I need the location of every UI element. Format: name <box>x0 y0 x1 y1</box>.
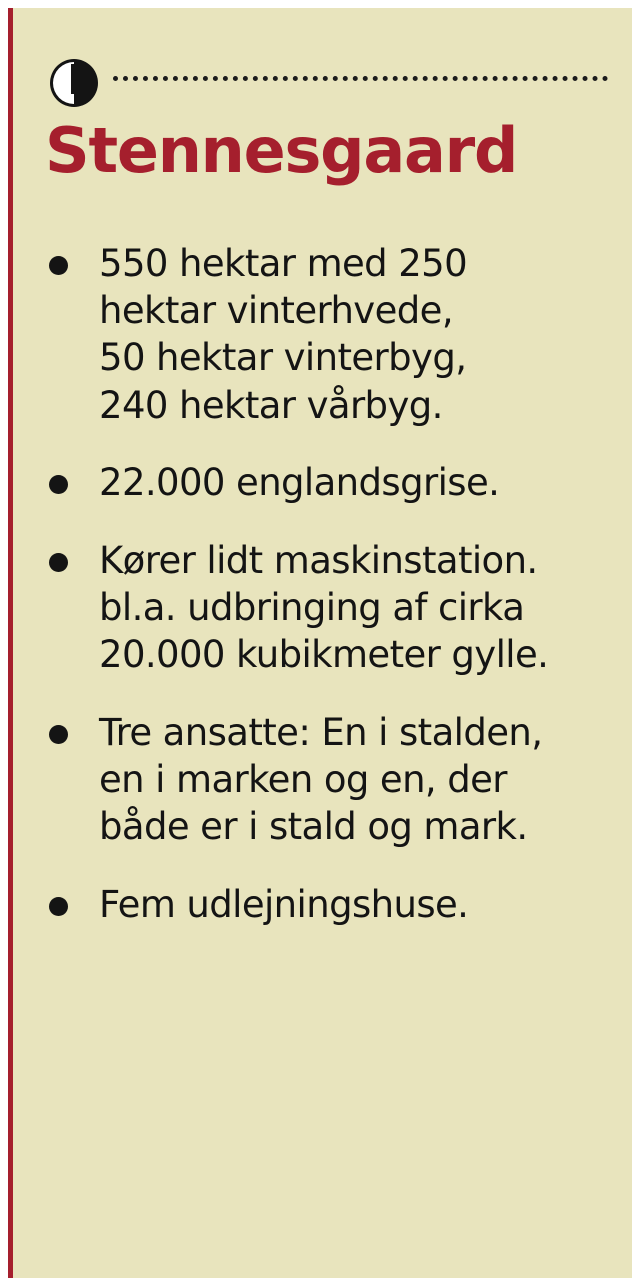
list-item <box>47 537 604 679</box>
list-item-line: Kører lidt maskinstation. <box>99 538 538 582</box>
bullet-dot-icon <box>49 475 68 494</box>
list-item-line: 20.000 kubikmeter gylle. <box>99 633 549 677</box>
bullet-dot-icon <box>49 256 68 275</box>
list-item-line: 550 hektar med 250 <box>99 241 468 285</box>
list-item-line: 240 hektar vårbyg. <box>99 383 443 427</box>
list-item-line: Tre ansatte: En i stalden, <box>99 710 543 754</box>
fact-list <box>13 240 632 928</box>
list-item-line: bl.a. udbringing af cirka <box>99 585 525 629</box>
list-item <box>47 240 604 429</box>
fact-box <box>8 8 632 1278</box>
list-item-line: 50 hektar vinterbyg, <box>99 336 467 380</box>
fact-box-header <box>47 56 608 112</box>
bullet-dot-icon <box>49 897 68 916</box>
list-item <box>47 881 604 928</box>
list-item-line: Fem udlejningshuse. <box>99 882 469 926</box>
list-item-line: hektar vinterhvede, <box>99 289 453 333</box>
clock-circle-icon <box>47 56 101 110</box>
list-item-line: både er i stald og mark. <box>99 805 528 849</box>
dotted-divider <box>113 76 608 81</box>
bullet-dot-icon <box>49 725 68 744</box>
list-item <box>47 459 604 506</box>
list-item-line: en i marken og en, der <box>99 757 507 801</box>
page-title: Stennesgaard <box>45 114 518 187</box>
bullet-dot-icon <box>49 553 68 572</box>
list-item <box>47 709 604 851</box>
list-item-line: 22.000 englandsgrise. <box>99 461 500 505</box>
